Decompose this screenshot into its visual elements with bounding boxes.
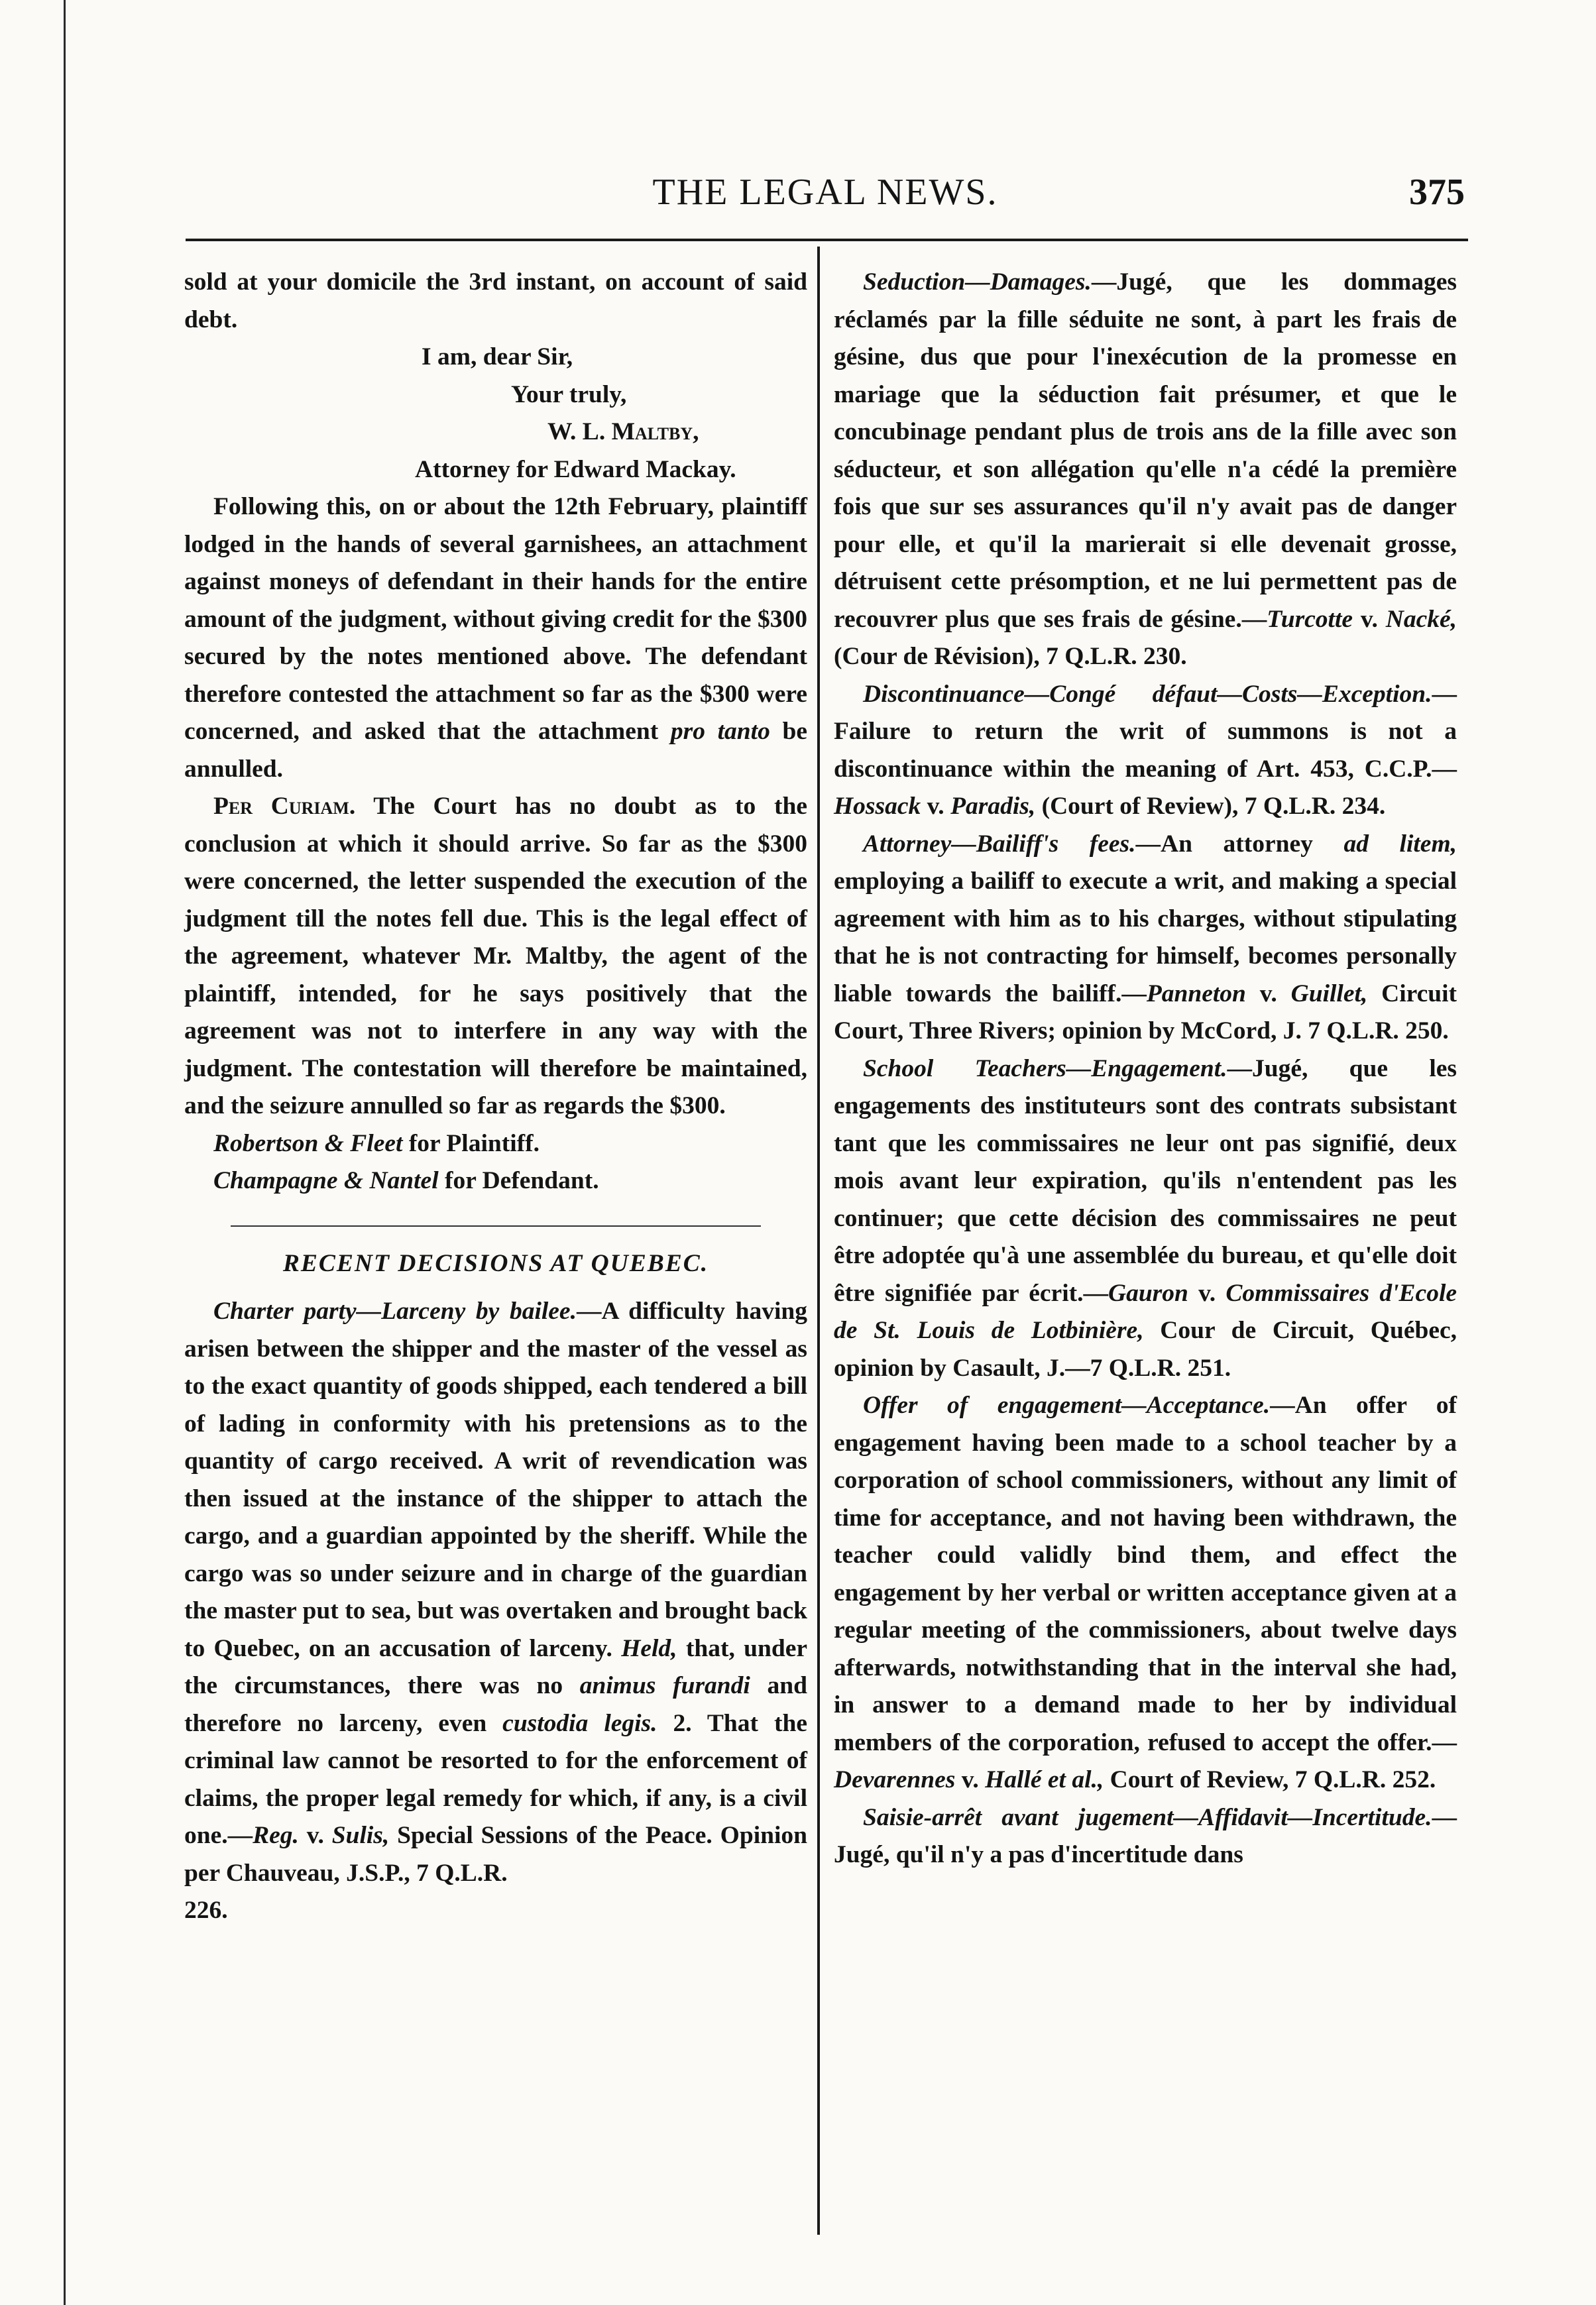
page-number: 375 [1409, 172, 1465, 213]
decision-attorney: Attorney—Bailiff's fees.—An attorney ad litem, employing a bailiff to execute a writ, and making a special agreement with him as to his charges, without stipulating that he is not contracting for himself, becomes personally liable towards the bailiff.—Panneton v. Guillet, Circuit Court, Three Rivers; opinion by McCord, J. 7 Q.L.R. 250. [834, 830, 1457, 1044]
section-divider [231, 1225, 761, 1227]
journal-title: THE LEGAL NEWS. [652, 172, 998, 213]
decision-discontinuance: Discontinuance—Congé défaut—Costs—Exception.—Failure to return the writ of summons is not a discontinuance within the meaning of Art. 453, C.C.P.—Hossack v. Paradis, (Court of Review), 7 Q.L.R. 234. [834, 680, 1457, 820]
column-divider [817, 247, 820, 2235]
decision-saisie-arret: Saisie-arrêt avant jugement—Affidavit—Incertitude.—Jugé, qu'il n'y a pas d'incertitude dans [834, 1803, 1457, 1868]
letter-signature [184, 339, 807, 488]
counsel-plaintiff: Robertson & Fleet for Plaintiff. [213, 1129, 540, 1157]
judgment-paragraph: Per Curiam. The Court has no doubt as to the conclusion at which it should arrive. So far as the $300 were concerned, the letter suspended the execution of the judgment till the notes fell due. This is the legal effect of the agreement, whatever Mr. Maltby, the agent of the plaintiff, intended, for he says positively that the agreement was not to interfere in any way with the judgment. The contestation will therefore be maintained, and the seizure annulled so far as regards the $300. [184, 793, 807, 1119]
counsel-defendant: Champagne & Nantel for Defendant. [213, 1167, 599, 1194]
signature-salutation: I am, dear Sir, [422, 343, 573, 370]
signature-name: W. L. Maltby, [547, 418, 699, 445]
signature-closing: Your truly, [511, 380, 627, 408]
left-column [184, 264, 807, 1930]
decision-charter-party: Charter party—Larceny by bailee.—A difficulty having arisen between the shipper and the master of the vessel as to the exact quantity of goods shipped, each tendered a bill of lading in conformity with his pretensions as to the quantity of cargo received. A writ of revendication was then issued at the instance of the shipper to attach the cargo, and a guardian appointed by the sheriff. While the cargo was so under seizure and in charge of the guardian the master put to sea, but was overtaken and brought back to Quebec, on an accusation of larceny. Held, that, under the circumstances, there was no animus furandi and therefore no larceny, even custodia legis. 2. That the criminal law cannot be resorted to for the enforcement of claims, the proper legal remedy for which, if any, is a civil one.—Reg. v. Sulis, Special Sessions of the Peace. Opinion per Chauveau, J.S.P., 7 Q.L.R. [184, 1298, 807, 1887]
header-rule [186, 239, 1468, 241]
decision-school-teachers: School Teachers—Engagement.—Jugé, que les engagements des instituteurs sont des contrats subsistant tant que les commissaires ne leur ont pas signifié, deux mois avant leur expiration, qu'ils n'entendent pas les continuer; que cette décision des commissaires ne peut être adoptée qu'à une assemblée du bureau, et qu'elle doit être signifiée par écrit.—Gauron v. Commissaires d'Ecole de St. Louis de Lotbinière, Cour de Circuit, Québec, opinion by Casault, J.—7 Q.L.R. 251. [834, 1054, 1457, 1382]
page-footnote: 226. [184, 1897, 228, 1924]
decision-offer-engagement: Offer of engagement—Acceptance.—An offer of engagement having been made to a school teacher by a corporation of school commissioners, without any limit of time for acceptance, and not having been withdrawn, the teacher could validly bind them, and effect the engagement by her verbal or written acceptance given at a regular meeting of the commissioners, about twelve days afterwards, notwithstanding that in the interval she had, in answer to a demand made to her by individual members of the corporation, refused to accept the offer.—Devarennes v. Hallé et al., Court of Review, 7 Q.L.R. 252. [834, 1392, 1457, 1793]
letter-closing-paragraph: sold at your domicile the 3rd instant, on account of said debt. [184, 268, 807, 333]
running-header [186, 171, 1465, 224]
per-curiam-lead: Per Curiam. [213, 793, 356, 820]
scan-edge-line [64, 0, 66, 2305]
right-column [834, 264, 1457, 1874]
section-heading: RECENT DECISIONS AT QUEBEC. [282, 1249, 709, 1277]
signature-title: Attorney for Edward Mackay. [415, 455, 736, 483]
facts-paragraph: Following this, on or about the 12th February, plaintiff lodged in the hands of several garnishees, an attachment against moneys of defendant in their hands for the entire amount of the judgment, without giving credit for the $300 secured by the notes mentioned above. The defendant therefore contested the attachment so far as the $300 were concerned, and asked that the attachment pro tanto be annulled. [184, 493, 807, 783]
decision-seduction: Seduction—Damages.—Jugé, que les dommages réclamés par la fille séduite ne sont, à part les frais de gésine, dus que pour l'inexécution de la promesse en mariage que la séduction fait présumer, et que le concubinage pendant plus de trois ans de la fille avec son séducteur, et son allégation qu'elle n'a cédé la première fois que sur ses assurances qu'il n'y avait pas de danger pour elle, et qu'il la marierait si elle devenait grosse, détruisent cette présomption, et ne lui permettent pas de recouvrer plus que ses frais de gésine.—Turcotte v. Nacké, (Cour de Révision), 7 Q.L.R. 230. [834, 268, 1457, 670]
